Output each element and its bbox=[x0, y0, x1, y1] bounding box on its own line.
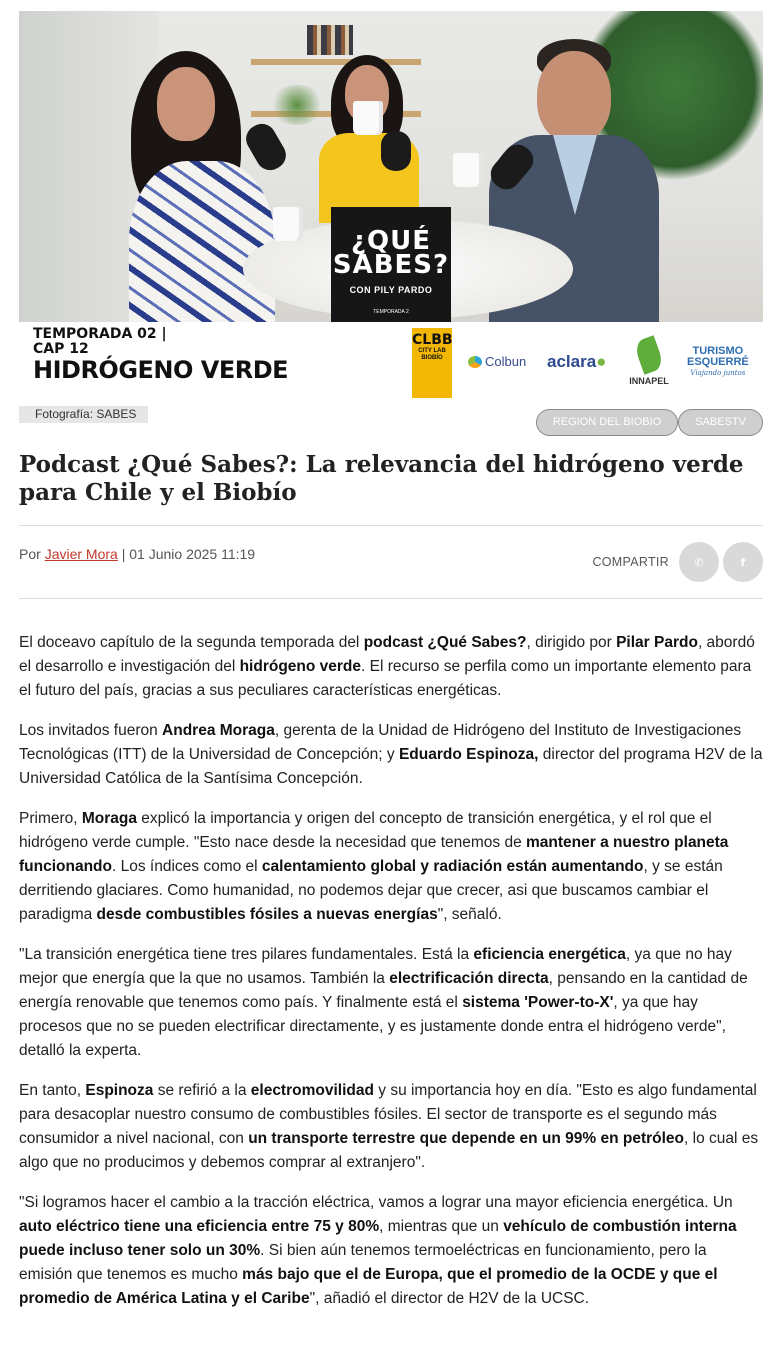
sponsor-innapel-logo bbox=[629, 338, 669, 386]
bold-text: auto eléctrico tiene una eficiencia entre 75 y 80% bbox=[19, 1218, 380, 1235]
paragraph-text: director del programa H2V de la Universidad Católica de la Santísima Concepción. bbox=[19, 746, 763, 787]
paragraph-text: , pensando en la cantidad de energía renovable que tenemos como país. Y finalmente está el bbox=[19, 970, 748, 1011]
citylab-big-text: CLBB bbox=[412, 332, 453, 348]
paragraph-text: , gerenta de la Unidad de Hidrógeno del Instituto de Investigaciones Tecnológicas (ITT) de la Universidad de Concepción; y bbox=[19, 722, 742, 763]
paragraph-text: , abordó el desarrollo e investigación del bbox=[19, 634, 755, 675]
bookshelf-books bbox=[307, 25, 353, 55]
colbun-text: Colbun bbox=[485, 354, 527, 369]
bold-text: mantener a nuestro planeta funcionando bbox=[19, 834, 729, 875]
leaf-icon bbox=[633, 335, 665, 374]
bold-text: Andrea Moraga bbox=[162, 722, 275, 739]
show-logo-line1: ¿QUÉ bbox=[350, 226, 432, 256]
paragraph-text: Primero, bbox=[19, 810, 82, 827]
season-label: TEMPORADA 02 | bbox=[33, 326, 167, 342]
facebook-icon: f bbox=[740, 555, 746, 569]
turismo-line2: ESQUERRÉ bbox=[687, 356, 749, 368]
divider bbox=[19, 525, 763, 526]
chapter-label: CAP 12 bbox=[33, 341, 89, 357]
citylab-small-text: CITY LAB BIOBÍO bbox=[418, 348, 446, 361]
paragraph-text: "Si logramos hacer el cambio a la tracción eléctrica, vamos a lograr una mayor eficiencia energética. Un bbox=[19, 1194, 733, 1211]
bold-text: desde combustibles fósiles a nuevas energías bbox=[96, 906, 438, 923]
sponsor-turismo-logo bbox=[687, 346, 749, 379]
publish-date: | 01 Junio 2025 11:19 bbox=[121, 546, 256, 562]
article-paragraph bbox=[19, 1079, 763, 1175]
paragraph-text: . Los índices como el bbox=[112, 858, 262, 875]
paragraph-text: , ya que hay procesos que no se pueden electrificar directamente, y es justamente donde entra el hidrógeno verde", detalló la experta. bbox=[19, 994, 726, 1059]
share-label: COMPARTIR bbox=[592, 555, 669, 569]
mug-icon bbox=[453, 153, 483, 187]
whatsapp-share-button[interactable] bbox=[679, 542, 719, 582]
bold-text: vehículo de combustión interna puede incluso tener solo un 30% bbox=[19, 1218, 737, 1259]
paragraph-text: y su importancia hoy en día. "Esto es algo fundamental para desacoplar nuestro consumo de combustibles fósiles. El sector de transporte es el segundo más consumidor a nivel nacional, con bbox=[19, 1082, 757, 1147]
sponsor-colbun-logo bbox=[468, 354, 526, 369]
tag-list bbox=[536, 409, 763, 436]
paragraph-text: ", añadió el director de H2V de la UCSC. bbox=[309, 1290, 590, 1307]
article-paragraph bbox=[19, 719, 763, 791]
paragraph-text: se refirió a la bbox=[153, 1082, 251, 1099]
show-logo bbox=[331, 207, 451, 322]
whatsapp-icon: ✆ bbox=[694, 556, 704, 569]
bold-text: Pilar Pardo bbox=[616, 634, 698, 651]
bold-text: eficiencia energética bbox=[473, 946, 626, 963]
microphone-icon bbox=[241, 119, 291, 176]
show-logo-line2: SABES? bbox=[332, 250, 450, 280]
byline bbox=[19, 546, 255, 562]
season-chapter bbox=[33, 327, 167, 357]
colbun-mark-icon bbox=[468, 356, 482, 368]
paragraph-text: ", señaló. bbox=[437, 906, 502, 923]
paragraph-text: , y se están derritiendo glaciares. Como humanidad, no podemos dejar que crecer, asi que buscamos cambiar el paradigma bbox=[19, 858, 723, 923]
paragraph-text: En tanto, bbox=[19, 1082, 86, 1099]
bold-text: podcast ¿Qué Sabes? bbox=[363, 634, 527, 651]
aclara-dot-icon: ● bbox=[596, 352, 607, 371]
paragraph-text: Los invitados fueron bbox=[19, 722, 163, 739]
turismo-line1: TURISMO bbox=[692, 345, 744, 357]
bold-text: más bajo que el de Europa, que el promedio de la OCDE y que el promedio de América Latina y el Caribe bbox=[19, 1266, 718, 1307]
turismo-signature: Viajando juntos bbox=[690, 369, 746, 377]
microphone-icon bbox=[381, 131, 411, 171]
byline-prefix: Por bbox=[19, 546, 41, 562]
paragraph-text: , ya que no hay mejor que energía que la que no usamos. También la bbox=[19, 946, 732, 987]
mug-icon bbox=[273, 207, 303, 241]
aclara-text: aclara bbox=[547, 352, 597, 371]
photo-credit: Fotografía: SABES bbox=[19, 406, 148, 423]
bold-text: hidrógeno verde bbox=[239, 658, 362, 675]
bold-text: electromovilidad bbox=[250, 1082, 374, 1099]
article bbox=[19, 11, 763, 1307]
paragraph-text: "La transición energética tiene tres pilares fundamentales. Está la bbox=[19, 946, 474, 963]
author-link[interactable]: Javier Mora bbox=[44, 546, 118, 562]
paragraph-text: , lo cual es algo que no producimos y debemos comprar al extranjero". bbox=[19, 1130, 759, 1171]
paragraph-text: , dirigido por bbox=[526, 634, 617, 651]
bold-text: Eduardo Espinoza, bbox=[398, 746, 539, 763]
mug-icon bbox=[353, 101, 383, 135]
facebook-share-button[interactable] bbox=[723, 542, 763, 582]
article-paragraph bbox=[19, 807, 763, 927]
tag-region-del-biobio[interactable]: REGION DEL BIOBIO bbox=[536, 409, 678, 436]
paragraph-text: explicó la importancia y origen del concepto de transición energética, y el rol que el hidrógeno verde cumple. "Esto nace desde la necesidad que tenemos de bbox=[19, 810, 712, 851]
bold-text: calentamiento global y radiación están aumentando bbox=[261, 858, 644, 875]
paragraph-text: . Si bien aún tenemos termoeléctricas en funcionamiento, pero la emisión que tenemos es mucho bbox=[19, 1242, 707, 1283]
bold-text: un transporte terrestre que depende en un 99% en petróleo bbox=[248, 1130, 685, 1147]
sponsor-aclara-logo bbox=[547, 352, 606, 372]
show-logo-season: TEMPORADA 2 bbox=[373, 309, 409, 315]
divider bbox=[19, 598, 763, 599]
tag-sabestv[interactable]: SABESTV bbox=[678, 409, 763, 436]
innapel-text: INNAPEL bbox=[629, 376, 669, 386]
paragraph-text: , mientras que un bbox=[379, 1218, 504, 1235]
article-headline: Podcast ¿Qué Sabes?: La relevancia del hidrógeno verde para Chile y el Biobío bbox=[19, 451, 744, 506]
episode-banner bbox=[19, 322, 763, 411]
episode-title: HIDRÓGENO VERDE bbox=[33, 356, 289, 384]
hero-image bbox=[19, 11, 763, 411]
article-body bbox=[19, 631, 763, 1327]
show-logo-host: CON PILY PARDO bbox=[349, 285, 433, 295]
bold-text: electrificación directa bbox=[389, 970, 549, 987]
sponsor-citylab-logo bbox=[412, 328, 452, 398]
paragraph-text: . El recurso se perfila como un importante elemento para el futuro del país, gracias a sus peculiares características energéticas. bbox=[19, 658, 752, 699]
paragraph-text: El doceavo capítulo de la segunda temporada del bbox=[19, 634, 364, 651]
article-paragraph bbox=[19, 1191, 763, 1311]
share-bar bbox=[592, 542, 763, 582]
article-paragraph bbox=[19, 631, 763, 703]
studio-photo bbox=[19, 11, 763, 322]
bold-text: Espinoza bbox=[85, 1082, 154, 1099]
bold-text: sistema 'Power-to-X' bbox=[462, 994, 614, 1011]
bold-text: Moraga bbox=[81, 810, 137, 827]
article-paragraph bbox=[19, 943, 763, 1063]
